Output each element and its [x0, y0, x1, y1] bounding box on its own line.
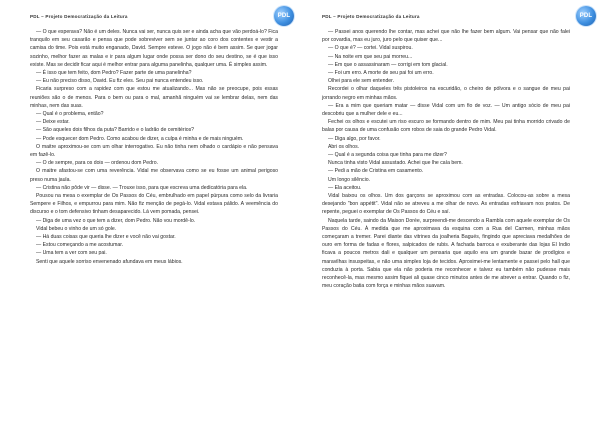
paragraph: Olhei para ele sem entender.: [328, 78, 395, 85]
paragraph: O maitre afastou-se com uma reverência. Vidal me observava como se eu fosse um animal perigoso preso numa jaula.: [30, 168, 278, 183]
paragraph: Pousou na mesa o exemplar de Os Passos do Céu, embrulhado em papel púrpura como selo da livraria Sempere e Filhos, e empurrou para mim. Não fiz menção de pegá-lo. Vidal estava pálido. A veemência do discurso e o tom defensivo tinham desaparecido. Lá vem pomada, pensei.: [30, 193, 278, 216]
paragraph: — Era a mim que queriam matar — disse Vidal com um fio de voz. — Um antigo sócio de meu pai descobriu que a mulher dele e eu...: [322, 102, 570, 118]
paragraph: — Diga algo, por favor.: [328, 135, 381, 142]
right-page: [300, 0, 600, 424]
paragraph: — Deixe estar.: [36, 119, 70, 126]
logo-text: PDL: [277, 13, 291, 19]
paragraph: — Estou começando a me acostumar.: [36, 242, 124, 249]
paragraph: — O que esperava? Não é um deles. Nunca vai ser, nunca quis ser e ainda acha que vão perdoá-lo? Fica tranquilo em seu casarão e pensa que pode sobreviver sem se juntar ao coro dos contentes e vestir a camisa do time. Pois está muito enganado, David. Sempre esteve. O jogo não é bem assim. Se quer jogar sozinho, melhor fazer as malas e ir para algum lugar onde possa ser dono do seu destino, se é que isso existe. Mas se decidir ficar aqui é melhor entrar para alguma panelinha, qualquer uma. É simples assim.: [30, 29, 278, 68]
pdl-logo-icon: [274, 6, 294, 26]
paragraph: — O de sempre, para os dois — ordenou dom Pedro.: [36, 160, 159, 167]
paragraph: — Uma tem a ver com seu pai.: [36, 250, 107, 257]
paragraph: — O que é? — cortei. Vidal suspirou.: [328, 45, 413, 52]
paragraph: — Pedi a mão de Cristina em casamento.: [328, 168, 424, 175]
paragraph: — Na noite em que seu pai morreu...: [328, 53, 413, 60]
paragraph: Vidal baixou os olhos. Um dos garçons se aproximou com as entradas. Colocou-as sobre a mesa desejando "bon appétit". Vidal não se atreveu a me olhar de novo. As entradas esfriavam nos pratos. De repente, peguei o exemplar de Os Passos do Céu e saí.: [322, 193, 570, 216]
paragraph: — Há duas coisas que queria lhe dizer e você não vai gostar.: [36, 234, 176, 241]
paragraph: Recordei o olhar daqueles três pistoleiros na escuridão, o cheiro de pólvora e o sangue de meu pai jorrando negro em minhas mãos.: [322, 86, 570, 101]
paragraph: Nunca tinha visto Vidal assustado. Achei que lhe caía bem.: [328, 160, 463, 167]
right-page-header: PDL – Projeto Democratização da Leitura: [322, 14, 420, 19]
paragraph: — Eu não preciso disso, David. Eu fiz eles. Seu pai nunca entendeu isso.: [36, 78, 204, 85]
paragraph: Abri os olhos.: [328, 143, 360, 150]
paragraph: — Cristina não pôde vir — disse. — Trouxe isso, para que escreva uma dedicatória para ela.: [36, 184, 248, 191]
paragraph: — Em que o assassinaram — corrigi em tom glacial.: [328, 61, 448, 68]
paragraph: — Foi um erro. A morte de seu pai foi um erro.: [328, 70, 434, 77]
paragraph: Naquela tarde, saindo da Maison Dorée, surpreendi-me descendo a Rambla com aquele exemplar de Os Passos do Céu. À medida que me aproximava da esquina com a Rua del Carmen, minhas mãos começaram a tremer. Parei diante das vitrines da joalheria Bagués, fingindo que apreciava medalhões de ouro em forma de fadas e flores, salpicados de rubis. A fachada barroca e exuberante das lojas El Indio ficava a poucos metros dali e qualquer um pensaria que aquilo era um grande bazar de prodígios e maravilhas insuspeitas, e não uma simples loja de tecidos. Aproximei-me lentamente e passei pelo hall que conduzia à porta. Sabia que ela não poderia me reconhecer e talvez eu também não pudesse mais reconhecê-la, mas mesmo assim fiquei ali quase cinco minutos antes de me atrever a entrar. Quando o fiz, meu coração batia com força e minhas mãos suavam.: [322, 217, 570, 290]
paragraph: Ficaria surpreso com a rapidez com que estou me atualizando... Mas não se preocupe, pois essas reuniões são o de menos. Para o bem ou para o mal, amanhã ninguém vai se lembrar delas, nem das minhas, nem das suas.: [30, 86, 278, 109]
paragraph: — São aqueles dois filhos da puta? Barrido e o ladrão de cemitérios?: [36, 127, 195, 134]
paragraph: — Pode esquecer dom Pedro. Como acabou de dizer, a culpa é minha e de mais ninguém.: [36, 135, 244, 142]
logo-text: PDL: [579, 13, 593, 19]
paragraph: Senti que aquele sorriso envenenado afundava em meus lábios.: [36, 258, 183, 265]
paragraph: O maitre aproximou-se com um olhar interrogativo. Eu não tinha nem olhado o cardápio e não pensava em fazê-lo.: [30, 143, 278, 159]
paragraph: — Qual é a segunda coisa que tinha para me dizer?: [328, 152, 447, 159]
paragraph: — Passei anos querendo lhe contar, mas achei que não lhe fazer bem algum. Vai pensar que não falei por covardia, mas eu juro, juro pelo que quiser que...: [322, 29, 570, 44]
left-page-header: PDL – Projeto Democratização da Leitura: [30, 14, 128, 19]
paragraph: — Ela aceitou.: [328, 184, 362, 191]
paragraph: — Qual é o problema, então?: [36, 111, 104, 118]
pdl-logo-icon: [576, 6, 596, 26]
paragraph: Um longo silêncio.: [328, 176, 371, 183]
left-page-body: [30, 28, 278, 266]
paragraph: Fechei os olhos e escutei um riso escuro se formando dentro de mim. Meu pai tinha morrido crivado de balas por causa de uma confusão com robos de saia do grande Pedro Vidal.: [322, 119, 570, 134]
paragraph: — É isso que tem feito, dom Pedro? Fazer parte de uma panelinha?: [36, 70, 192, 77]
paragraph: Vidal bebeu o vinho de um só gole.: [36, 225, 117, 232]
right-page-body: [322, 28, 570, 291]
paragraph: — Diga de uma vez o que tem a dizer, dom Pedro. Não vou mordê-lo.: [36, 217, 196, 224]
